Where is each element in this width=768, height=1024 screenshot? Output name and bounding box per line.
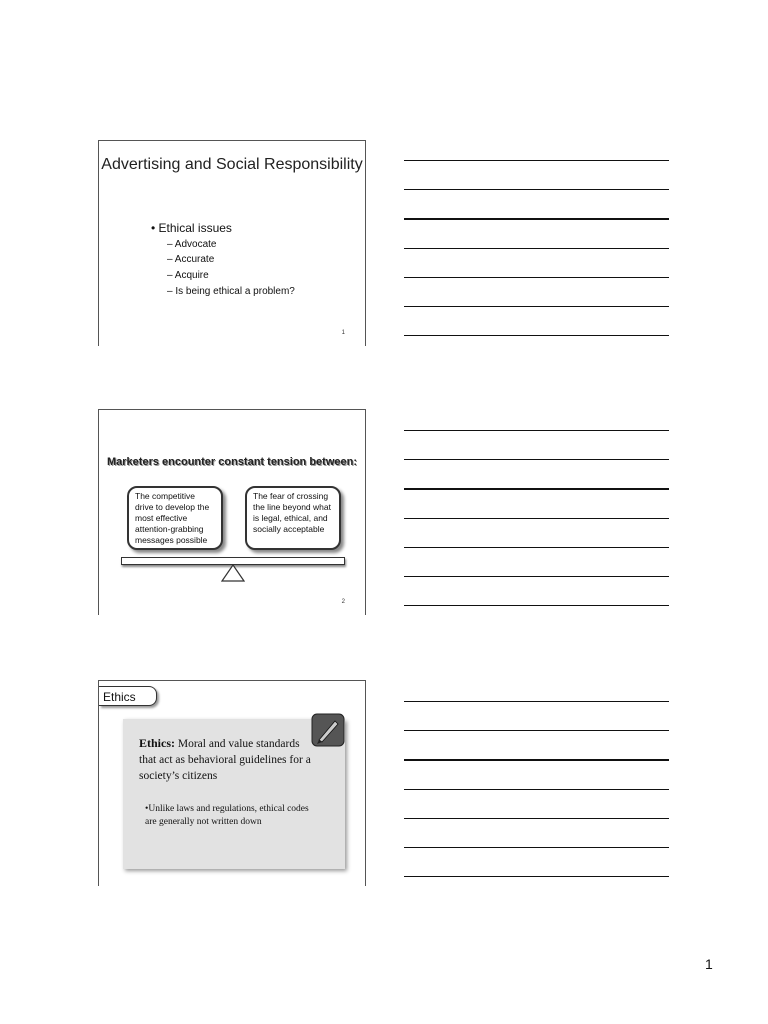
- note-line: [404, 277, 669, 278]
- note-line: [404, 576, 669, 577]
- note-line: [404, 189, 669, 190]
- note-line: [404, 160, 669, 161]
- right-box: The fear of crossing the line beyond what is legal, ethical, and socially acceptable: [245, 486, 341, 550]
- note-line: [404, 218, 669, 220]
- sub-item-text: Advocate: [174, 239, 217, 250]
- note-line: [404, 876, 669, 877]
- sub-item: – Advocate: [167, 239, 217, 250]
- note-line: [404, 701, 669, 702]
- note-line: [404, 789, 669, 790]
- definition-subbullet: •Unlike laws and regulations, ethical codes are generally not written down: [145, 804, 309, 827]
- note-line: [404, 248, 669, 249]
- definition-body: Moral and value standards that act as behavioral guidelines for a society’s citizens: [139, 738, 311, 782]
- slide-tab-title: Ethics: [99, 686, 157, 706]
- bullet-item: • Ethical issues: [151, 221, 232, 235]
- sub-item: – Accurate: [167, 254, 215, 265]
- slide-title: Advertising and Social Responsibility: [101, 156, 363, 173]
- note-line: [404, 847, 669, 848]
- left-box: The competitive drive to develop the most effective attention-grabbing messages possible: [127, 486, 223, 550]
- sub-item-text: Acquire: [174, 270, 209, 281]
- definition-text: [139, 735, 319, 784]
- note-line: [404, 730, 669, 731]
- page-number: 1: [705, 956, 713, 972]
- fulcrum-triangle-icon: [221, 564, 245, 582]
- note-line: [404, 605, 669, 606]
- sub-item-text: Accurate: [174, 254, 215, 265]
- pen-icon: [311, 713, 345, 747]
- note-line: [404, 306, 669, 307]
- slide-1: [98, 140, 366, 346]
- note-line: [404, 547, 669, 548]
- slide-number: 2: [341, 599, 345, 605]
- slide-heading: Marketers encounter constant tension between:: [107, 456, 357, 468]
- bullet-text: Ethical issues: [158, 221, 232, 235]
- slide-2: [98, 409, 366, 615]
- note-line: [404, 335, 669, 336]
- sub-item-text: Is being ethical a problem?: [175, 286, 295, 297]
- note-line: [404, 818, 669, 819]
- note-line: [404, 488, 669, 490]
- sub-item: – Acquire: [167, 270, 209, 281]
- subbullet-text: Unlike laws and regulations, ethical codes are generally not written down: [145, 804, 309, 827]
- sub-item: – Is being ethical a problem?: [167, 286, 295, 297]
- definition-term: Ethics:: [139, 736, 175, 750]
- note-line: [404, 759, 669, 761]
- note-line: [404, 518, 669, 519]
- slide-3: [98, 680, 366, 886]
- note-line: [404, 459, 669, 460]
- slide-number: 1: [341, 330, 345, 336]
- note-line: [404, 430, 669, 431]
